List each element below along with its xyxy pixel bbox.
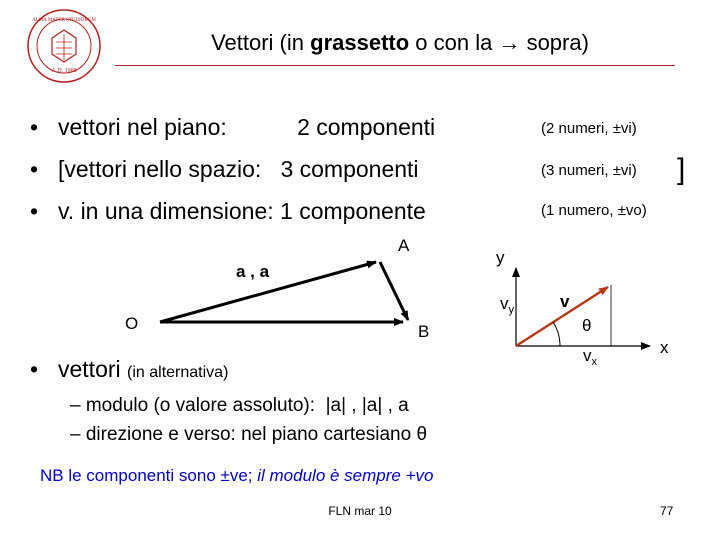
label-A: A bbox=[398, 236, 410, 255]
title-bold-word: grassetto bbox=[310, 30, 410, 55]
label-y-axis: y bbox=[496, 248, 505, 267]
footer-label: FLN mar 10 bbox=[328, 504, 392, 518]
closing-bracket: ] bbox=[677, 153, 686, 186]
bullet-one-dim-note: (1 numero, ±vo) bbox=[541, 202, 647, 219]
label-x-axis: x bbox=[660, 338, 669, 357]
label-B: B bbox=[418, 322, 430, 341]
bullet-space-note: (3 numeri, ±vi) bbox=[541, 162, 637, 179]
bullet-dot: • bbox=[30, 114, 39, 140]
page-number: 77 bbox=[660, 504, 674, 518]
vector-AB bbox=[380, 262, 408, 320]
label-vx: $v_x$ bbox=[583, 346, 597, 368]
dash-direzione: – direzione e verso: nel piano cartesiano θ bbox=[70, 424, 428, 445]
logo-year: A.D. 1088 bbox=[51, 68, 77, 74]
bullet-text: [vettori nello spazio: 3 componenti bbox=[58, 156, 419, 182]
bullet-dot: • bbox=[30, 156, 39, 182]
bullet-text: v. in una dimensione: 1 componente bbox=[58, 198, 426, 224]
logo-ring-text: ALMA MATER STUDIORUM bbox=[32, 18, 96, 23]
dash-modulo: – modulo (o valore assoluto): |a| , |a| , a bbox=[70, 395, 409, 416]
label-O: O bbox=[125, 314, 139, 333]
bullet-dot: • bbox=[30, 198, 39, 224]
label-v: v bbox=[560, 292, 570, 311]
label-a: a , a bbox=[236, 262, 270, 281]
bullet-text: vettori nel piano: 2 componenti bbox=[58, 114, 436, 140]
page-title: Vettori (in grassetto o con la → sopra) bbox=[211, 30, 589, 55]
nb-note: NB le componenti sono ±ve; il modulo è sempre +vo bbox=[40, 466, 434, 485]
angle-arc bbox=[553, 322, 560, 346]
label-vy: $v_y$ bbox=[500, 294, 514, 316]
bullet-alternative: • vettori (in alternativa) bbox=[30, 356, 229, 382]
alternative-note: (in alternativa) bbox=[127, 364, 229, 381]
bullet-plane-note: (2 numeri, ±vi) bbox=[541, 120, 637, 137]
label-theta: θ bbox=[582, 316, 592, 335]
nb-italic: il modulo è sempre +vo bbox=[257, 466, 434, 485]
